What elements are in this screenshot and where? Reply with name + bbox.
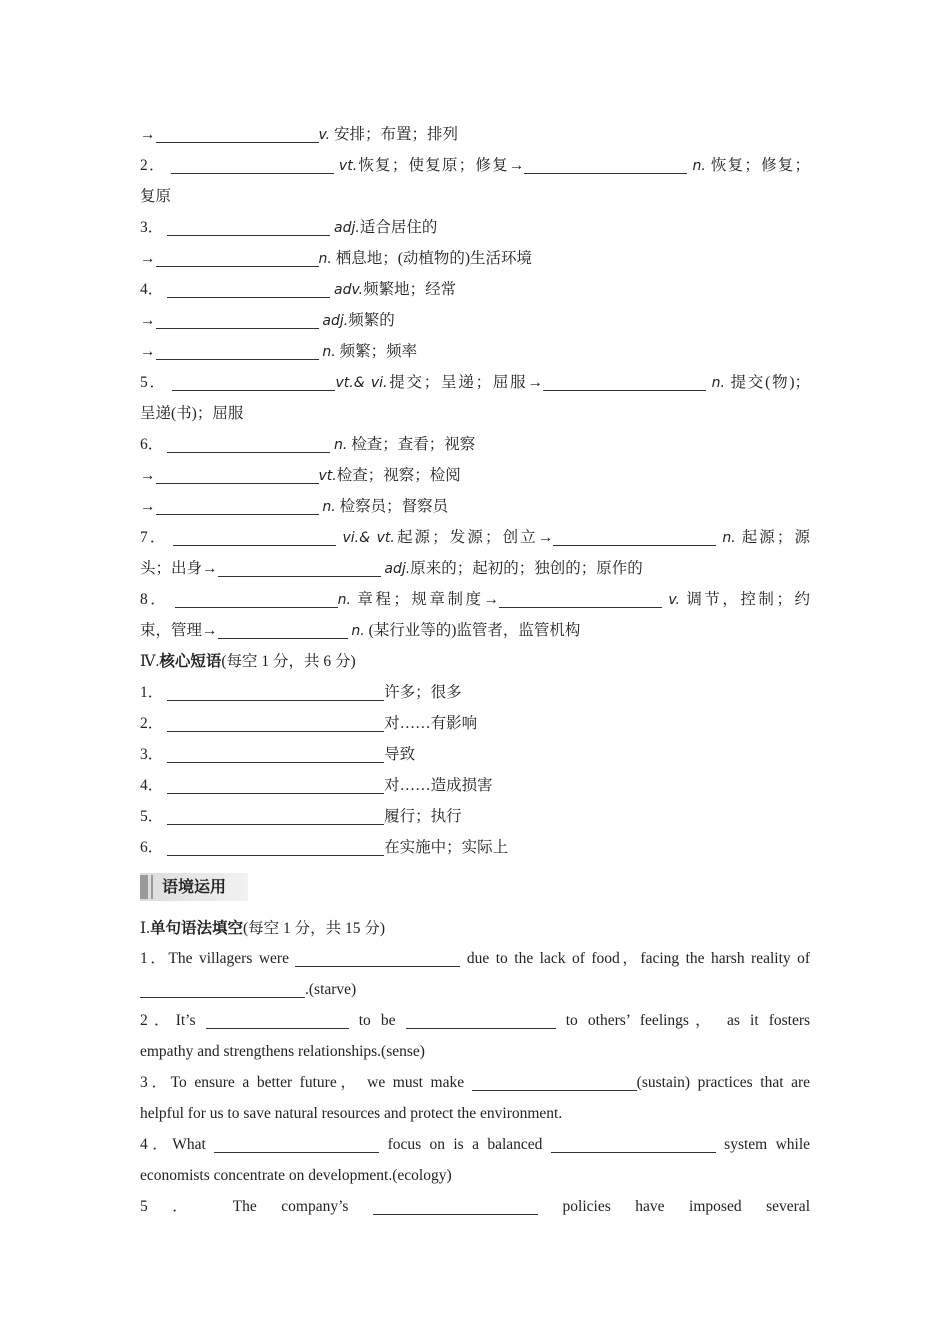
section-number: Ⅰ. — [140, 920, 150, 937]
answer-blank[interactable] — [167, 712, 384, 732]
section-banner — [140, 873, 248, 901]
arrow: → — [140, 498, 156, 515]
part-of-speech: n. — [711, 375, 725, 391]
answer-blank[interactable] — [214, 1133, 379, 1153]
definition: 提交(物)； — [730, 374, 811, 391]
exercise-text: policies have imposed several — [562, 1198, 810, 1215]
answer-blank[interactable] — [295, 947, 460, 967]
banner-title: 语境运用 — [162, 877, 227, 896]
vocab-item-4 — [140, 274, 810, 305]
item-number: 7． — [140, 529, 168, 546]
vocab-item-3 — [140, 212, 810, 243]
item-number: 6． — [140, 839, 164, 856]
part-of-speech: v. — [318, 127, 331, 143]
arrow: → — [202, 560, 218, 577]
exercise-text: focus on is a balanced — [387, 1136, 543, 1153]
answer-blank[interactable] — [543, 371, 706, 391]
definition: 原来的；起初的；独创的；原作的 — [410, 560, 643, 577]
vocab-line-1 — [140, 119, 810, 150]
definition: 章程；规章制度 — [357, 591, 484, 608]
definition: 束，管理 — [140, 622, 203, 639]
part-of-speech: n. — [318, 251, 332, 267]
arrow: → — [140, 312, 156, 329]
answer-blank[interactable] — [156, 247, 319, 267]
answer-blank[interactable] — [499, 588, 662, 608]
exercise-text: empathy and strengthens relationships.(sense) — [140, 1043, 425, 1060]
vocab-item-5-cont — [140, 398, 810, 429]
definition: 头；出身 — [140, 560, 203, 577]
exercise-text: 3．To ensure a better future， we must make — [140, 1074, 465, 1091]
phrase-item-2 — [140, 708, 810, 739]
item-number: 2． — [140, 157, 166, 174]
phrase-meaning: 对……有影响 — [384, 715, 478, 732]
part-of-speech: v. — [668, 592, 680, 608]
item-number: 6． — [140, 436, 164, 453]
answer-blank[interactable] — [551, 1133, 716, 1153]
vocab-item-6c — [140, 491, 810, 522]
score-note: (每空 1 分，共 6 分) — [221, 653, 356, 670]
part-of-speech: n. — [692, 158, 706, 174]
item-number: 1． — [140, 684, 164, 701]
exercise-text: to others’ feelings， as it fosters — [565, 1012, 811, 1029]
definition: 复原 — [140, 188, 172, 205]
answer-blank[interactable] — [472, 1071, 637, 1091]
answer-blank[interactable] — [167, 805, 384, 825]
part-of-speech: n. — [337, 592, 351, 608]
answer-blank[interactable] — [167, 774, 384, 794]
answer-blank[interactable] — [406, 1009, 556, 1029]
section-number: Ⅳ. — [140, 653, 160, 670]
phrase-item-4 — [140, 770, 810, 801]
exercise-text: 5 ． The company’s — [140, 1198, 349, 1215]
definition: 起源；发源；创立 — [394, 529, 538, 546]
part-of-speech: n. — [722, 530, 736, 546]
arrow: → — [140, 343, 156, 360]
arrow: → — [202, 622, 218, 639]
part-of-speech: n. — [334, 437, 348, 453]
arrow: → — [527, 374, 543, 391]
definition: 适合居住的 — [359, 219, 438, 236]
definition: 检查；查看；视察 — [351, 436, 476, 453]
exercise-5 — [140, 1192, 810, 1223]
definition: 安排；布置；排列 — [333, 126, 458, 143]
answer-blank[interactable] — [173, 526, 336, 546]
vocab-item-6b — [140, 460, 810, 491]
phrase-item-5 — [140, 801, 810, 832]
answer-blank[interactable] — [156, 464, 319, 484]
vocab-item-4b — [140, 305, 810, 336]
exercise-text: economists concentrate on development.(ecology) — [140, 1167, 452, 1184]
answer-blank[interactable] — [167, 681, 384, 701]
item-number: 4． — [140, 777, 164, 794]
arrow: → — [140, 126, 156, 143]
vocab-item-2-cont — [140, 181, 810, 212]
item-number: 2． — [140, 715, 164, 732]
vocab-item-8-cont — [140, 615, 810, 646]
item-number: 3． — [140, 746, 164, 763]
answer-blank[interactable] — [172, 371, 335, 391]
answer-blank[interactable] — [167, 216, 330, 236]
definition: 调节，控制；约 — [686, 591, 810, 608]
exercise-1 — [140, 944, 810, 975]
exercise-3 — [140, 1068, 810, 1099]
section-title: 单句语法填空 — [150, 920, 244, 937]
definition: 恢复；修复； — [710, 157, 811, 174]
definition: 检察员；督察员 — [339, 498, 449, 515]
answer-blank[interactable] — [218, 557, 381, 577]
vocab-item-8 — [140, 584, 810, 615]
part-of-speech: vi.& vt. — [342, 530, 395, 546]
answer-blank[interactable] — [373, 1195, 538, 1215]
phrase-item-1 — [140, 677, 810, 708]
answer-blank[interactable] — [167, 836, 384, 856]
answer-blank[interactable] — [218, 619, 348, 639]
definition: 频繁的 — [348, 312, 395, 329]
answer-blank[interactable] — [167, 743, 384, 763]
answer-blank[interactable] — [175, 588, 338, 608]
part-of-speech: vt.& vi. — [335, 375, 388, 391]
banner-bar — [151, 875, 153, 899]
exercise-text: 2．It’s — [140, 1012, 196, 1029]
arrow: → — [140, 250, 156, 267]
exercise-2-cont — [140, 1037, 810, 1068]
vocab-item-3b — [140, 243, 810, 274]
arrow: → — [508, 157, 525, 174]
item-number: 5． — [140, 374, 167, 391]
part-of-speech: adj. — [322, 313, 349, 329]
item-number: 3． — [140, 219, 164, 236]
definition: 呈递(书)；屈服 — [140, 405, 244, 422]
answer-blank[interactable] — [156, 123, 319, 143]
vocab-item-5 — [140, 367, 810, 398]
phrase-meaning: 对……造成损害 — [384, 777, 493, 794]
answer-blank[interactable] — [156, 340, 319, 360]
definition: 提交；呈递；屈服 — [387, 374, 528, 391]
arrow: → — [140, 467, 156, 484]
answer-blank[interactable] — [167, 278, 330, 298]
vocab-item-2 — [140, 150, 810, 181]
definition: 频繁地；经常 — [363, 281, 457, 298]
vocab-item-6 — [140, 429, 810, 460]
vocab-item-4c — [140, 336, 810, 367]
item-number: 8． — [140, 591, 169, 608]
exercise-2 — [140, 1006, 810, 1037]
section-title: 核心短语 — [159, 653, 222, 670]
answer-blank[interactable] — [140, 978, 305, 998]
definition: 栖息地；(动植物的)生活环境 — [335, 250, 533, 267]
exercise-4-cont — [140, 1161, 810, 1192]
part-of-speech: n. — [351, 623, 365, 639]
answer-blank[interactable] — [156, 495, 319, 515]
part-of-speech: adj. — [384, 561, 411, 577]
exercise-3-cont — [140, 1099, 810, 1130]
answer-blank[interactable] — [524, 154, 687, 174]
exercise-text: helpful for us to save natural resources and protect the environment. — [140, 1105, 563, 1122]
exercise-text: due to the lack of food，facing the harsh reality of — [466, 950, 811, 967]
document-body — [140, 119, 810, 1223]
exercise-text: (sustain) practices that are — [636, 1074, 811, 1091]
part-of-speech: vt. — [338, 158, 358, 174]
item-number: 5． — [140, 808, 164, 825]
phrase-meaning: 导致 — [384, 746, 416, 763]
definition: 频繁；频率 — [339, 343, 418, 360]
answer-blank[interactable] — [156, 309, 319, 329]
answer-blank[interactable] — [553, 526, 716, 546]
grammar-heading — [140, 913, 810, 944]
banner-bar — [140, 875, 148, 899]
exercise-text: 1．The villagers were — [140, 950, 289, 967]
part-of-speech: adv. — [334, 282, 364, 298]
exercise-text: to be — [358, 1012, 396, 1029]
vocab-item-7-cont — [140, 553, 810, 584]
exercise-text: .(starve) — [305, 981, 357, 998]
exercise-1-cont — [140, 975, 810, 1006]
phrase-item-3 — [140, 739, 810, 770]
answer-blank[interactable] — [171, 154, 334, 174]
exercise-text: 4．What — [140, 1136, 206, 1153]
definition: (某行业等的)监管者，监管机构 — [368, 622, 581, 639]
definition: 恢复；使复原；修复 — [357, 157, 509, 174]
exercise-4 — [140, 1130, 810, 1161]
definition: 检查；视察；检阅 — [336, 467, 461, 484]
phrase-meaning: 在实施中；实际上 — [384, 839, 509, 856]
score-note: (每空 1 分，共 15 分) — [243, 920, 386, 937]
exercise-text: system while — [724, 1136, 811, 1153]
part-of-speech: n. — [322, 499, 336, 515]
part-of-speech: n. — [322, 344, 336, 360]
answer-blank[interactable] — [167, 433, 330, 453]
phrase-meaning: 许多；很多 — [384, 684, 462, 701]
phrase-meaning: 履行；执行 — [384, 808, 462, 825]
item-number: 4． — [140, 281, 164, 298]
vocab-item-7 — [140, 522, 810, 553]
arrow: → — [483, 591, 499, 608]
phrase-item-6 — [140, 832, 810, 863]
part-of-speech: adj. — [334, 220, 360, 236]
arrow: → — [537, 529, 554, 546]
definition: 起源；源 — [741, 529, 811, 546]
answer-blank[interactable] — [206, 1009, 349, 1029]
part-of-speech: vt. — [318, 468, 337, 484]
phrases-heading — [140, 646, 810, 677]
